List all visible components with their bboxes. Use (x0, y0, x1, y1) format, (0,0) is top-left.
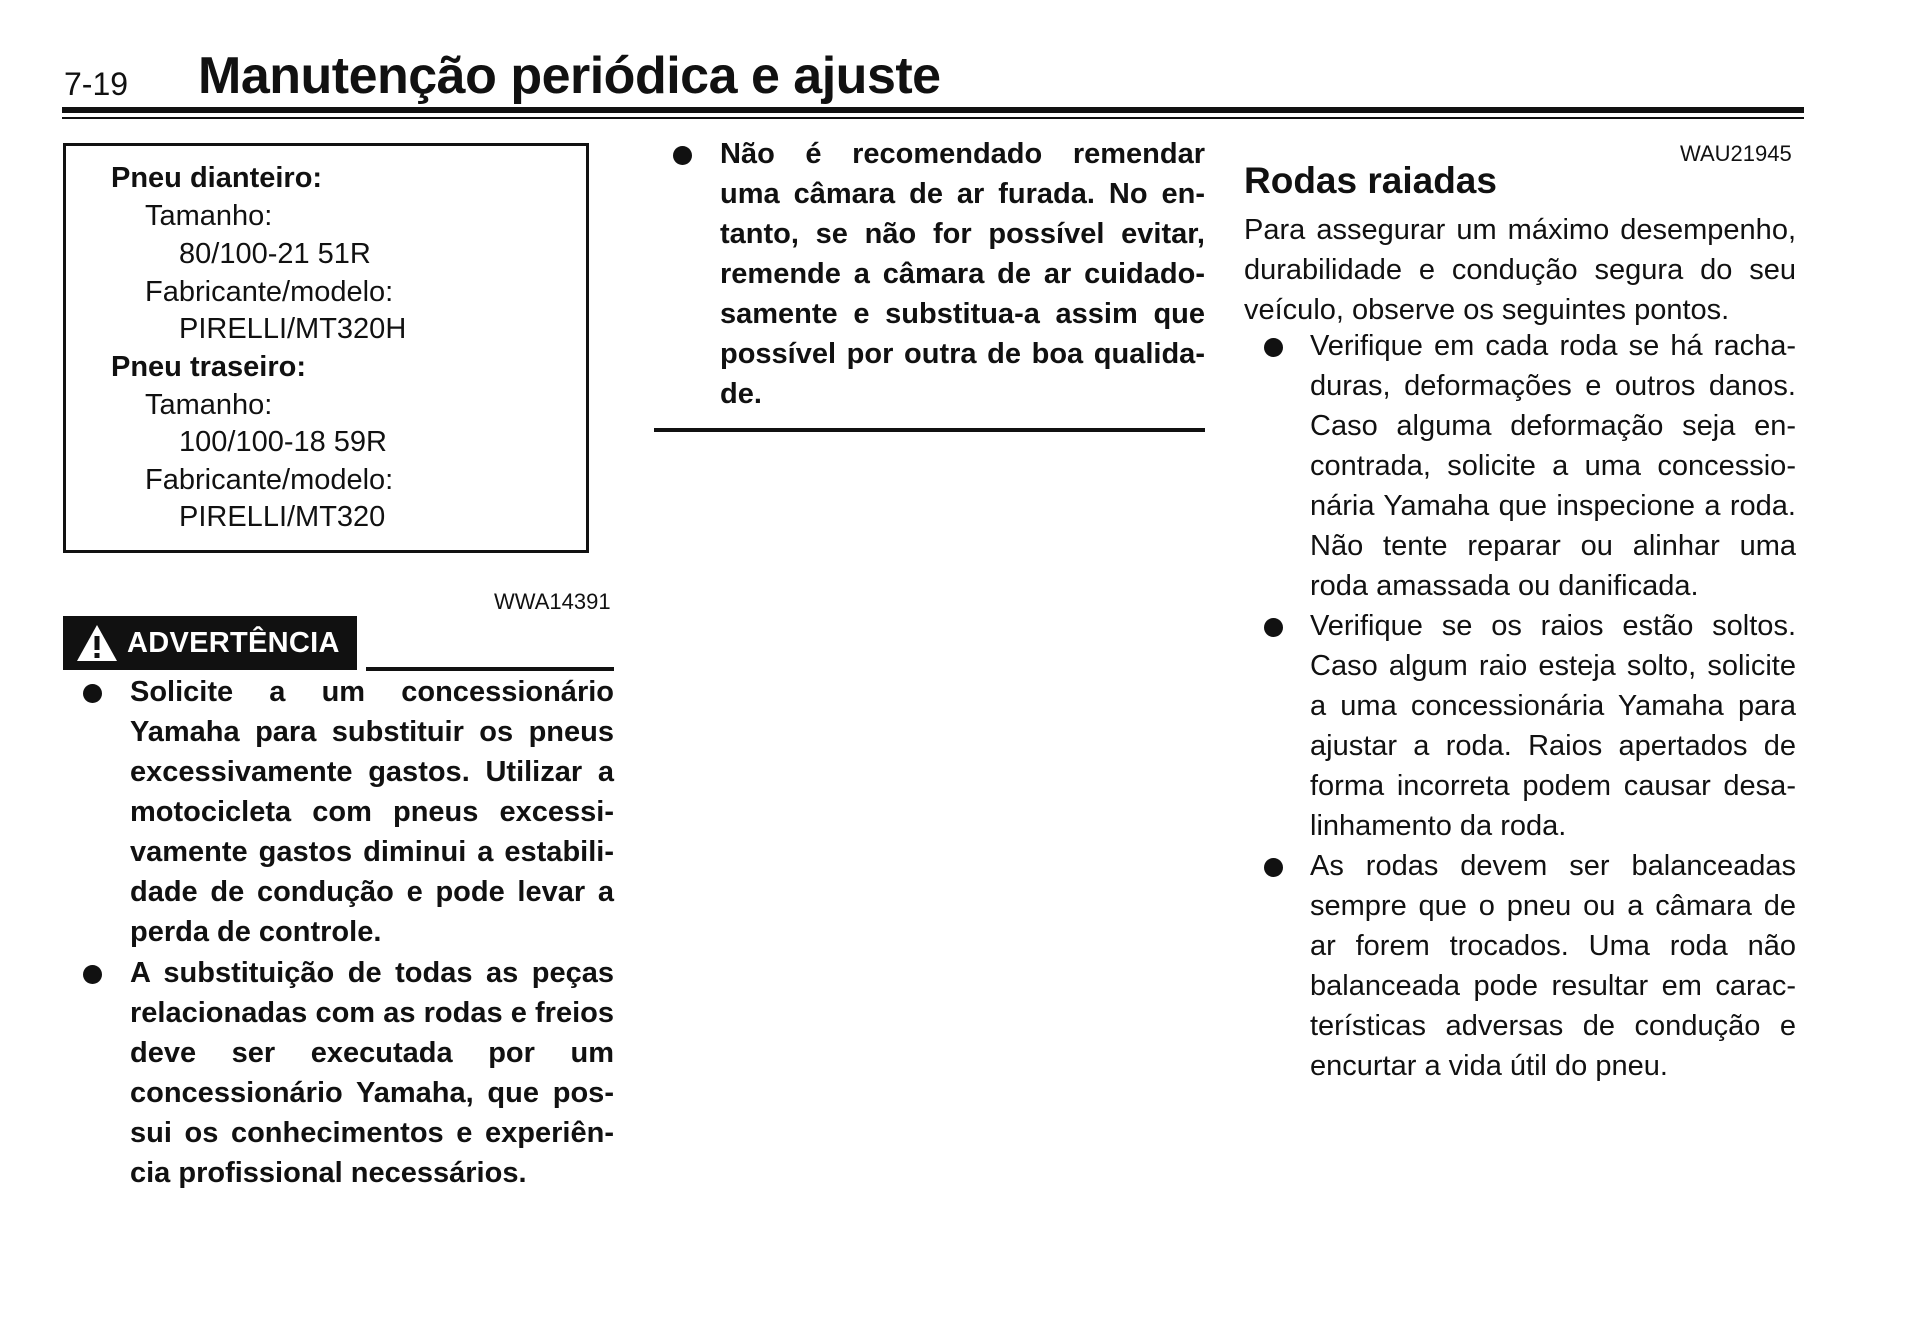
section-heading: Rodas raiadas (1244, 160, 1497, 201)
warning-rule (366, 667, 614, 671)
front-maker-label: Fabricante/modelo: (145, 276, 394, 308)
front-size-value: 80/100-21 51R (179, 238, 371, 270)
page-number: 7-19 (64, 66, 129, 102)
rear-tire-heading: Pneu traseiro: (111, 351, 306, 383)
bullet-dot (673, 146, 692, 165)
rear-maker-value: PIRELLI/MT320 (179, 501, 386, 533)
header-rule-thick (62, 107, 1804, 113)
warning-code: WWA14391 (494, 589, 611, 614)
rear-size-label: Tamanho: (145, 389, 273, 421)
tube-repair-bullet: Não é recomendado remendar uma câmara de ar furada. No entanto, se não for possível evitar, remende a câmara de ar cuidadosamente e substitua-a assim que possível por outra de boa qualidade. (720, 138, 1205, 410)
bullet-dot (1264, 338, 1283, 357)
front-maker-value: PIRELLI/MT320H (179, 313, 407, 345)
spoked-wheels-bullet-2: Verifique se os raios estão soltos. Caso algum raio esteja solto, solicite a uma concessionária Yamaha para ajustar a roda. Raios apertados de forma incorreta podem causar desalinhamento da roda. (1310, 610, 1796, 842)
bullet-dot (83, 684, 102, 703)
front-tire-heading: Pneu dianteiro: (111, 162, 323, 194)
bullet-dot (83, 965, 102, 984)
rear-maker-label: Fabricante/modelo: (145, 464, 394, 496)
spoked-wheels-code: WAU21945 (1680, 141, 1792, 166)
section-end-rule (654, 428, 1205, 432)
warning-bullet-1: Solicite a um concessionário Yamaha para substituir os pneus excessivamente gastos. Utilizar a motocicleta com pneus excessivamente gastos diminui a estabilidade de condução e pode levar a perda de controle. (130, 676, 614, 948)
front-size-label: Tamanho: (145, 200, 273, 232)
bullet-dot (1264, 858, 1283, 877)
warning-label: ADVERTÊNCIA (127, 626, 340, 659)
warning-triangle-icon (75, 623, 119, 663)
bullet-dot (1264, 618, 1283, 637)
spoked-wheels-intro: Para assegurar um máximo desempenho, durabilidade e condução segura do seu veículo, observe os seguintes pontos. (1244, 214, 1796, 326)
spoked-wheels-bullet-3: As rodas devem ser balanceadas sempre que o pneu ou a câmara de ar forem trocados. Uma roda não balanceada pode resultar em características adversas de condução e encurtar a vida útil do pneu. (1310, 850, 1796, 1082)
tire-spec-box (63, 143, 589, 553)
spoked-wheels-bullet-1: Verifique em cada roda se há rachaduras, deformações e outros danos. Caso alguma deformação seja encontrada, solicite a uma concessionária Yamaha que inspecione a roda. Não tente reparar ou alinhar uma roda amassada ou danificada. (1310, 330, 1796, 602)
rear-size-value: 100/100-18 59R (179, 426, 387, 458)
header-rule-thin (62, 117, 1804, 119)
warning-badge (63, 616, 357, 670)
warning-bullet-2: A substituição de todas as peças relacionadas com as rodas e freios deve ser executada por um concessionário Yamaha, que possui os conhecimentos e experiência profissional necessários. (130, 957, 614, 1189)
page-title: Manutenção periódica e ajuste (198, 47, 941, 105)
